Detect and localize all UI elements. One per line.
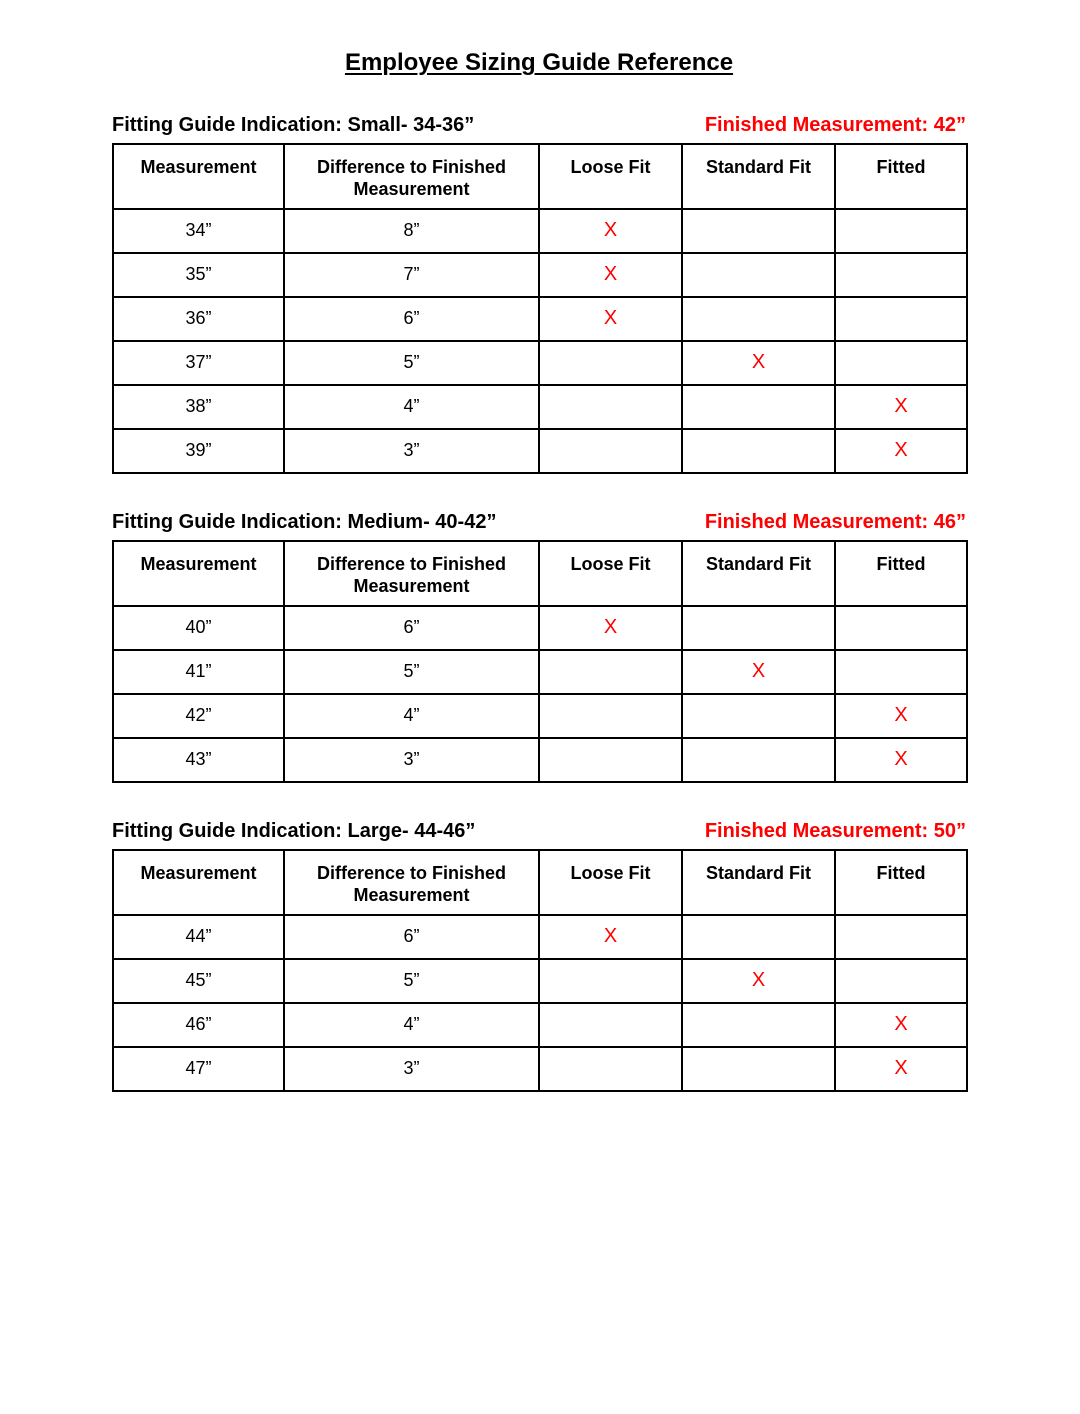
loose-fit-cell <box>539 738 682 782</box>
section-heading: Fitting Guide Indication: Large- 44-46” <box>112 819 476 842</box>
table-row <box>113 694 967 738</box>
standard-fit-cell: X <box>682 650 835 694</box>
header-row <box>113 541 967 606</box>
measurement-cell: 38” <box>113 385 284 429</box>
column-header-loose-fit: Loose Fit <box>539 541 682 606</box>
fitted-cell <box>835 915 967 959</box>
table-row <box>113 1003 967 1047</box>
standard-fit-cell <box>682 1047 835 1091</box>
table-row <box>113 253 967 297</box>
table-row <box>113 297 967 341</box>
difference-cell: 8” <box>284 209 539 253</box>
fitted-cell: X <box>835 738 967 782</box>
loose-fit-cell <box>539 429 682 473</box>
loose-fit-cell <box>539 1047 682 1091</box>
column-header-difference: Difference to Finished Measurement <box>284 850 539 915</box>
section-medium <box>112 511 966 783</box>
column-header-fitted: Fitted <box>835 850 967 915</box>
column-header-loose-fit: Loose Fit <box>539 144 682 209</box>
loose-fit-cell: X <box>539 253 682 297</box>
difference-cell: 6” <box>284 915 539 959</box>
table-row <box>113 606 967 650</box>
header-row <box>113 850 967 915</box>
finished-measurement: Finished Measurement: 50” <box>704 819 966 842</box>
fitted-cell: X <box>835 385 967 429</box>
section-large-header <box>112 820 966 843</box>
fitting-table-medium <box>112 540 968 783</box>
header-row <box>113 144 967 209</box>
section-medium-header <box>112 511 966 534</box>
measurement-cell: 42” <box>113 694 284 738</box>
section-heading: Fitting Guide Indication: Small- 34-36” <box>112 113 475 136</box>
column-header-difference: Difference to Finished Measurement <box>284 541 539 606</box>
section-small-header <box>112 114 966 137</box>
difference-cell: 3” <box>284 429 539 473</box>
page-title: Employee Sizing Guide Reference <box>344 49 734 76</box>
fitting-table-small <box>112 143 968 474</box>
standard-fit-cell: X <box>682 959 835 1003</box>
difference-cell: 6” <box>284 606 539 650</box>
fitted-cell <box>835 341 967 385</box>
column-header-measurement: Measurement <box>113 541 284 606</box>
table-row <box>113 738 967 782</box>
difference-cell: 4” <box>284 1003 539 1047</box>
fitted-cell: X <box>835 429 967 473</box>
column-header-measurement: Measurement <box>113 144 284 209</box>
table-row <box>113 959 967 1003</box>
table-row <box>113 915 967 959</box>
finished-measurement: Finished Measurement: 46” <box>704 510 966 533</box>
table-row <box>113 209 967 253</box>
table-row <box>113 385 967 429</box>
standard-fit-cell <box>682 253 835 297</box>
standard-fit-cell <box>682 694 835 738</box>
standard-fit-cell <box>682 1003 835 1047</box>
standard-fit-cell <box>682 385 835 429</box>
table-row <box>113 650 967 694</box>
difference-cell: 3” <box>284 738 539 782</box>
standard-fit-cell <box>682 297 835 341</box>
measurement-cell: 37” <box>113 341 284 385</box>
standard-fit-cell <box>682 429 835 473</box>
column-header-standard-fit: Standard Fit <box>682 144 835 209</box>
difference-cell: 3” <box>284 1047 539 1091</box>
loose-fit-cell <box>539 959 682 1003</box>
section-small <box>112 114 966 474</box>
difference-cell: 4” <box>284 694 539 738</box>
fitted-cell <box>835 606 967 650</box>
loose-fit-cell <box>539 385 682 429</box>
measurement-cell: 35” <box>113 253 284 297</box>
loose-fit-cell <box>539 650 682 694</box>
fitted-cell: X <box>835 694 967 738</box>
section-large <box>112 820 966 1092</box>
fitted-cell <box>835 650 967 694</box>
measurement-cell: 47” <box>113 1047 284 1091</box>
fitted-cell: X <box>835 1047 967 1091</box>
measurement-cell: 36” <box>113 297 284 341</box>
column-header-fitted: Fitted <box>835 144 967 209</box>
difference-cell: 6” <box>284 297 539 341</box>
fitted-cell: X <box>835 1003 967 1047</box>
loose-fit-cell <box>539 341 682 385</box>
table-row <box>113 429 967 473</box>
loose-fit-cell: X <box>539 915 682 959</box>
measurement-cell: 45” <box>113 959 284 1003</box>
column-header-standard-fit: Standard Fit <box>682 541 835 606</box>
fitting-table-large <box>112 849 968 1092</box>
loose-fit-cell <box>539 1003 682 1047</box>
standard-fit-cell: X <box>682 341 835 385</box>
fitted-cell <box>835 959 967 1003</box>
column-header-measurement: Measurement <box>113 850 284 915</box>
column-header-fitted: Fitted <box>835 541 967 606</box>
loose-fit-cell <box>539 694 682 738</box>
loose-fit-cell: X <box>539 297 682 341</box>
section-heading: Fitting Guide Indication: Medium- 40-42” <box>112 510 497 533</box>
fitted-cell <box>835 297 967 341</box>
table-row <box>113 1047 967 1091</box>
measurement-cell: 43” <box>113 738 284 782</box>
measurement-cell: 44” <box>113 915 284 959</box>
standard-fit-cell <box>682 738 835 782</box>
measurement-cell: 39” <box>113 429 284 473</box>
difference-cell: 5” <box>284 650 539 694</box>
measurement-cell: 41” <box>113 650 284 694</box>
standard-fit-cell <box>682 209 835 253</box>
loose-fit-cell: X <box>539 606 682 650</box>
difference-cell: 4” <box>284 385 539 429</box>
difference-cell: 7” <box>284 253 539 297</box>
column-header-standard-fit: Standard Fit <box>682 850 835 915</box>
finished-measurement: Finished Measurement: 42” <box>704 113 966 136</box>
column-header-loose-fit: Loose Fit <box>539 850 682 915</box>
standard-fit-cell <box>682 606 835 650</box>
loose-fit-cell: X <box>539 209 682 253</box>
table-row <box>113 341 967 385</box>
difference-cell: 5” <box>284 959 539 1003</box>
column-header-difference: Difference to Finished Measurement <box>284 144 539 209</box>
difference-cell: 5” <box>284 341 539 385</box>
fitted-cell <box>835 209 967 253</box>
measurement-cell: 34” <box>113 209 284 253</box>
fitted-cell <box>835 253 967 297</box>
standard-fit-cell <box>682 915 835 959</box>
measurement-cell: 46” <box>113 1003 284 1047</box>
measurement-cell: 40” <box>113 606 284 650</box>
